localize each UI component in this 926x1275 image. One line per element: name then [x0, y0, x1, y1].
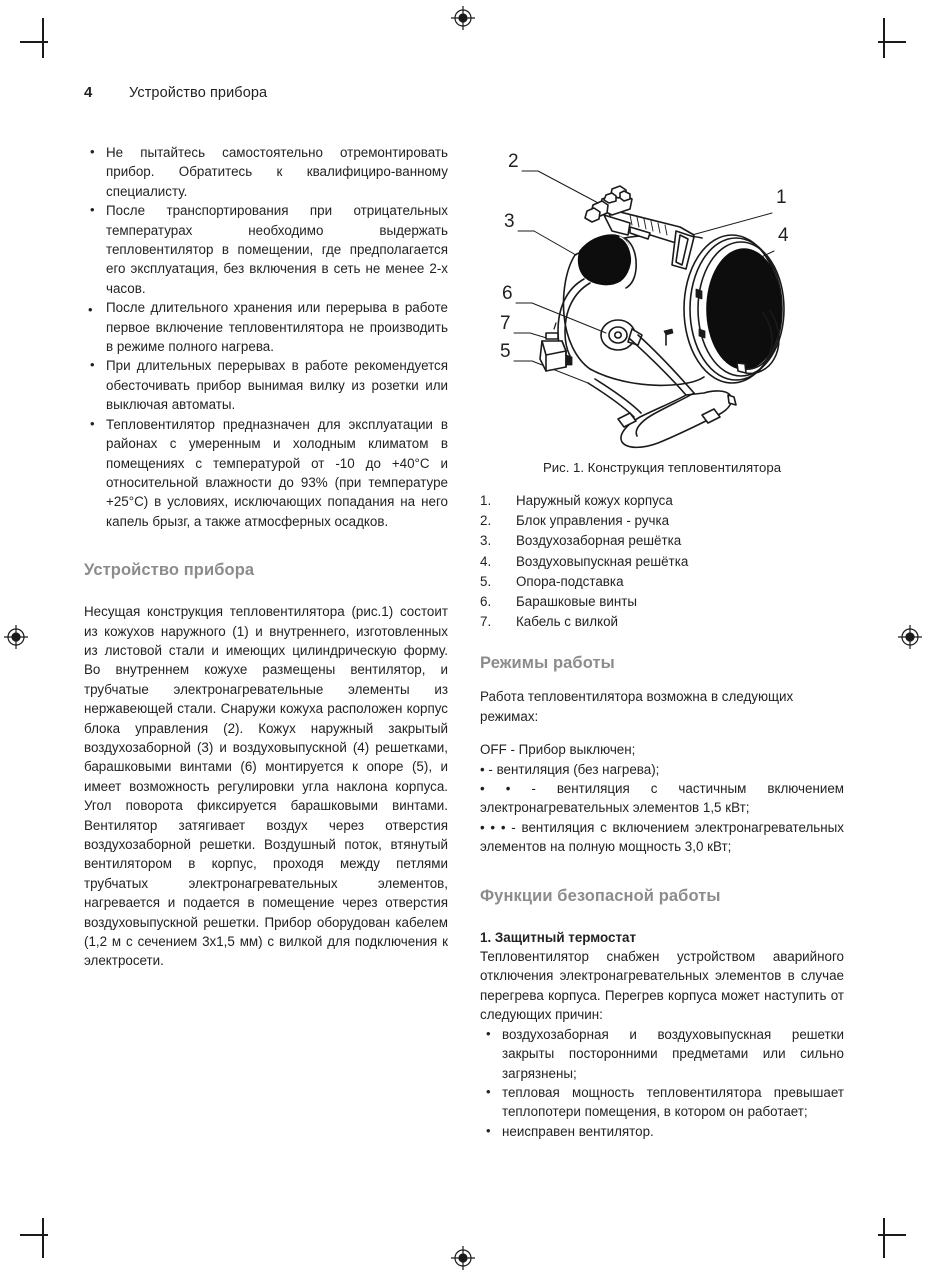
list-item [480, 491, 844, 511]
section-heading-modes: Режимы работы [480, 654, 615, 673]
legend-number: 1. [480, 493, 492, 508]
bullet-icon: • [486, 1083, 491, 1099]
mode-item-full-power: • • • - вентиляция с включением электронагревательных элементов на полную мощность 3,0 кВт; [480, 819, 844, 855]
callout-3: 3 [504, 211, 515, 232]
figure-caption: Рис. 1. Конструкция тепловентилятора [542, 460, 782, 475]
bullet-icon: • [90, 202, 95, 218]
callout-2: 2 [508, 151, 519, 172]
modes-intro-paragraph: Работа тепловентилятора возможна в следующих режимах: [480, 689, 794, 724]
crop-mark-bottom-left-vertical [42, 1218, 44, 1258]
list-item [480, 1025, 844, 1083]
running-head [84, 84, 844, 101]
list-item [84, 356, 448, 414]
bullet-icon: • [486, 1122, 491, 1138]
bullet-icon: • [90, 144, 95, 159]
section-heading-device: Устройство прибора [84, 561, 255, 580]
left-column [84, 143, 448, 971]
legend-number: 4. [480, 553, 492, 569]
list-item [480, 511, 844, 531]
crop-mark-top-left-horizontal [20, 41, 48, 43]
legend-number: 5. [480, 573, 492, 589]
figure-1 [480, 143, 844, 477]
list-item [84, 143, 448, 201]
device-description-paragraph: Несущая конструкция тепловентилятора (рис.1) состоит из кожухов наружного (1) и внутреннего, изготовленных из листовой стали и имеющих цилиндрическую форму. Во внутреннем кожухе размещены вентилятор, и трубчатые электронагревательные элементы из нержавеющей стали. Снаружи кожуха расположен корпус блока управления (2). Кожух наружный закрытый воздухозаборной (3) и воздуховыпускной (4) решетками, барашковыми винтами (6) монтируется к опоре (5), и имеет возможность регулировки угла наклона корпуса. Угол поворота фиксируется барашковыми винтами. Вентилятор затягивает воздух через отверстия воздухозаборной решетки. Воздушный поток, втянутый вентилятором в корпус, проходя между петлями трубчатых электронагревательных элементов, нагревается и подается в помещение через отверстия воздуховыпускной решетки. Прибор оборудован кабелем (1,2 м с сечением 3х1,5 мм) с вилкой для подключения к электросети. [84, 604, 448, 969]
list-item-text: После транспортирования при отрицательных температурах необходимо выдержать тепловентилятор в помещении, где предполагается его эксплуатация, без включения в сеть не менее 2-х часов. [106, 203, 448, 296]
mode-item-half-power: • • - вентиляция с частичным включением электронагревательных элементов 1,5 кВт; [480, 781, 844, 816]
legend-number: 3. [480, 533, 492, 549]
registration-mark-left [3, 624, 29, 650]
running-head-title: Устройство прибора [129, 85, 268, 101]
list-item [480, 1083, 844, 1122]
registration-mark-top [450, 5, 476, 31]
crop-mark-top-right-horizontal [878, 41, 906, 43]
crop-mark-bottom-right-horizontal [878, 1234, 906, 1236]
list-item [84, 298, 448, 356]
list-item-text: При длительных перерывах в работе рекомендуется обесточивать прибор вынимая вилку из розетки или выключая автоматы. [106, 358, 448, 413]
callout-5: 5 [500, 341, 511, 362]
bullet-icon: • [486, 1025, 491, 1041]
bullet-icon: • [88, 302, 93, 318]
list-item [480, 552, 844, 572]
registration-mark-bottom [450, 1245, 476, 1271]
right-column [480, 143, 844, 1141]
legend-number: 2. [480, 513, 492, 529]
modes-list [480, 740, 844, 856]
mode-item-fan-only: • - вентиляция (без нагрева); [480, 761, 660, 777]
crop-mark-top-left-vertical [42, 18, 44, 58]
legend-label: Барашковые винты [516, 594, 637, 610]
list-item [480, 572, 844, 592]
callout-1: 1 [776, 187, 787, 208]
legend-label: Блок управления - ручка [516, 513, 670, 529]
list-item-text: Тепловентилятор предназначен для эксплуатации в районах с умеренным и холодным климатом в помещениях с температурой от -10 до +40°C и относительной влажности до 93% (при температуре +25°C) в условиях, исключающих попадания на него капель брызг, а также атмосферных осадков. [106, 416, 448, 529]
list-item [84, 201, 448, 298]
legend-label: Воздуховыпускная решётка [516, 553, 689, 569]
page-number: 4 [84, 84, 93, 101]
list-item [480, 1122, 844, 1141]
crop-mark-bottom-right-vertical [883, 1218, 885, 1258]
subheading-thermostat: 1. Защитный термостат [480, 929, 637, 945]
section-heading-safety-functions: Функции безопасной работы [480, 886, 721, 905]
thermostat-paragraph: Тепловентилятор снабжен устройством аварийного отключения электронагревательных элементов в случае перегрева корпуса. Перегрев корпуса может наступить от следующих причин: [480, 949, 844, 1023]
legend-label: Кабель с вилкой [516, 614, 619, 630]
mode-item-off: OFF - Прибор выключен; [480, 742, 636, 758]
page-content [84, 84, 844, 1194]
legend-number: 6. [480, 594, 492, 610]
legend-label: Воздухозаборная решётка [516, 533, 682, 549]
list-item-text: После длительного хранения или перерыва в работе первое включение тепловентилятора не производить в режиме полного нагрева. [106, 300, 448, 355]
legend-label: Опора-подставка [516, 573, 624, 589]
legend-number: 7. [480, 614, 492, 630]
registration-mark-right [897, 624, 923, 650]
heater-fan-technical-drawing [480, 143, 844, 453]
list-item-text: неисправен вентилятор. [502, 1123, 654, 1139]
callout-6: 6 [502, 283, 513, 304]
list-item-text: Не пытайтесь самостоятельно отремонтировать прибор. Обратитесь к квалифициро-ванному специалисту. [106, 145, 448, 199]
list-item [84, 415, 448, 531]
callout-4: 4 [778, 225, 789, 246]
list-item [480, 612, 844, 632]
crop-mark-top-right-vertical [883, 18, 885, 58]
two-column-body [84, 143, 844, 1141]
overheat-causes-list [480, 1025, 844, 1141]
bullet-icon: • [90, 415, 95, 431]
crop-mark-bottom-left-horizontal [20, 1234, 48, 1236]
callout-7: 7 [500, 313, 511, 334]
list-item-text: воздухозаборная и воздуховыпускная решетки закрыты посторонними предметами или сильно загрязнены; [502, 1026, 844, 1081]
list-item [480, 592, 844, 612]
legend-label: Наружный кожух корпуса [516, 493, 673, 508]
bullet-icon: • [90, 357, 95, 373]
safety-bullet-list [84, 143, 448, 531]
list-item [480, 531, 844, 551]
figure-legend-list [480, 491, 844, 632]
list-item-text: тепловая мощность тепловентилятора превышает теплопотери помещения, в котором он работает; [502, 1084, 844, 1120]
